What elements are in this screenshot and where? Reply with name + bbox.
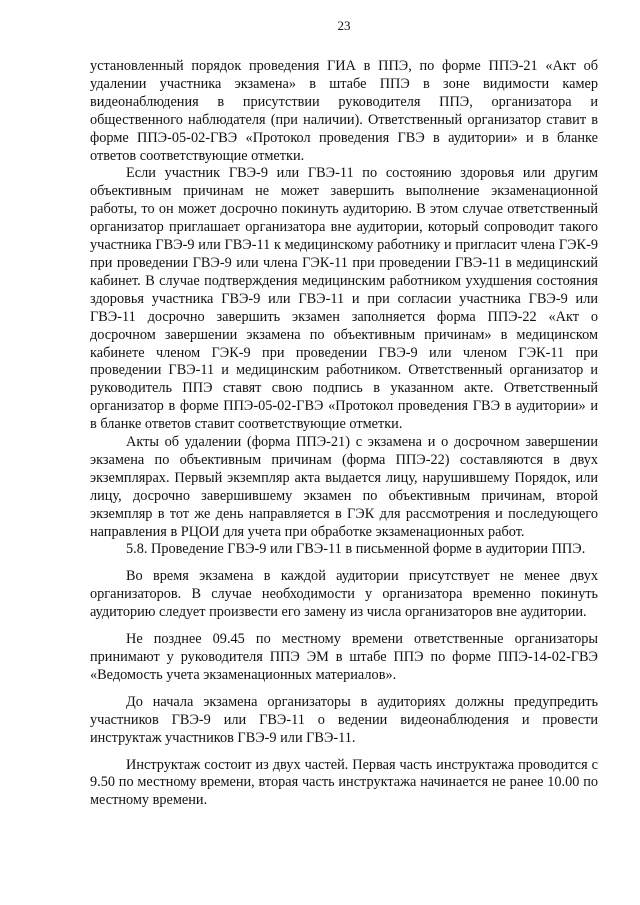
page-number: 23 (337, 18, 351, 33)
paragraph-acts-copies: Акты об удалении (форма ППЭ-21) с экзамена и о досрочном завершении экзамена по объективным причинам (форма ППЭ-22) составляются в двух экземплярах. Первый экземпляр акта выдается лицу, нарушившему Порядок, или лицу, досрочно завершившему экзамен по объективным причинам, второй экземпляр в тот же день направляется в ГЭК для рассмотрения и последующего направления в РЦОИ для учета при обработке экзаменационных работ. (90, 434, 598, 540)
paragraph-removal-act: установленный порядок проведения ГИА в ППЭ, по форме ППЭ-21 «Акт об удалении участника экзамена» в штабе ППЭ в зоне видимости камер видеонаблюдения в присутствии руководителя ППЭ, организатора и общественного наблюдателя (при наличии). Ответственный организатор ставит в форме ППЭ-05-02-ГВЭ «Протокол проведения ГВЭ в аудитории» и в бланке ответов соответствующие отметки. (90, 58, 598, 164)
paragraph-briefing-parts: Инструктаж состоит из двух частей. Первая часть инструктажа проводится с 9.50 по местному времени, вторая часть инструктажа начинается не ранее 10.00 по местному времени. (90, 756, 598, 809)
paragraph-organizers-count: Во время экзамена в каждой аудитории присутствует не менее двух организаторов. В случае необходимости у организатора временно покинуть аудиторию следует произвести его замену из числа организаторов вне аудитории. (90, 568, 598, 621)
paragraph-video-warning: До начала экзамена организаторы в аудиториях должны предупредить участников ГВЭ-9 или ГВЭ-11 о ведении видеонаблюдения и провести инструктаж участников ГВЭ-9 или ГВЭ-11. (90, 693, 598, 746)
paragraph-materials-receipt: Не позднее 09.45 по местному времени ответственные организаторы принимают у руководителя ППЭ ЭМ в штабе ППЭ по форме ППЭ-14-02-ГВЭ «Ведомость учета экзаменационных материалов». (90, 631, 598, 683)
paragraph-early-completion: Если участник ГВЭ-9 или ГВЭ-11 по состоянию здоровья или другим объективным причинам не может завершить выполнение экзаменационной работы, то он может досрочно покинуть аудиторию. В этом случае ответственный организатор приглашает организатора вне аудитории, который сопроводит такого участника ГВЭ-9 или ГВЭ-11 к медицинскому работнику и пригласит члена ГЭК-9 при проведении ГВЭ-9 или члена ГЭК-11 при проведении ГВЭ-11 в медицинский кабинет. В случае подтверждения медицинским работником ухудшения состояния здоровья участника ГВЭ-9 или ГВЭ-11 и при согласии участника ГВЭ-9 или ГВЭ-11 досрочно завершить экзамен заполняется форма ППЭ-22 «Акт о досрочном завершении экзамена по объективным причинам» в медицинском кабинете членом ГЭК-9 при проведении ГВЭ-9 или членом ГЭК-11 при проведении ГВЭ-11 и медицинским работником. Ответственный организатор и руководитель ППЭ ставят свою подпись в указанном акте. Ответственный организатор в форме ППЭ-05-02-ГВЭ «Протокол проведения ГВЭ в аудитории» и в бланке ответов ставит соответствующие отметки. (90, 165, 598, 433)
section-heading-5-8: 5.8. Проведение ГВЭ-9 или ГВЭ-11 в письменной форме в аудитории ППЭ. (126, 541, 586, 558)
